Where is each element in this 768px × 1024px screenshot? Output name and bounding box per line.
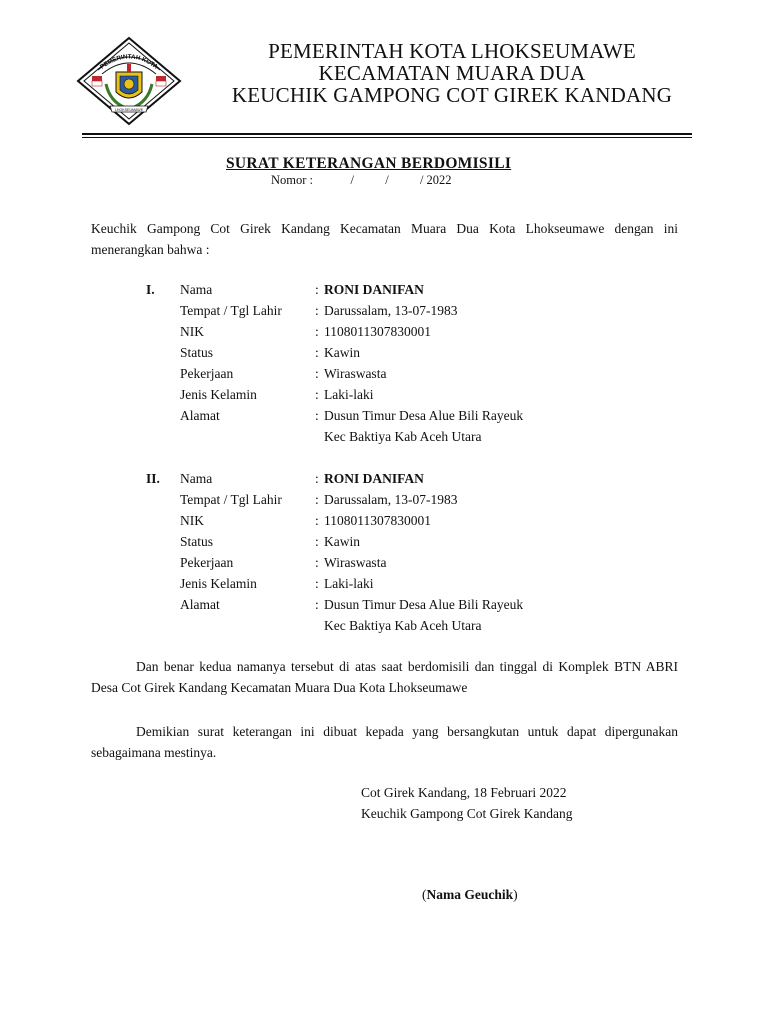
- intro-paragraph: Keuchik Gampong Cot Girek Kandang Kecamatan Muara Dua Kota Lhokseumawe dengan ini menerangkan bahwa :: [91, 221, 678, 257]
- colon: :: [315, 282, 319, 297]
- colon: :: [315, 513, 319, 528]
- colon: :: [315, 303, 319, 318]
- colon: :: [315, 408, 319, 423]
- signatory-name: [422, 887, 518, 903]
- colon: :: [315, 324, 319, 339]
- domicile-paragraph-text: Dan benar kedua namanya tersebut di atas saat berdomisili dan tinggal di Komplek BTN ABRI Desa Cot Girek Kandang Kecamatan Muara Dua Kota Lhokseumawe: [91, 659, 678, 695]
- domicile-paragraph: [91, 656, 678, 698]
- value-nama: RONI DANIFAN: [324, 282, 424, 297]
- value-pekerjaan: Wiraswasta: [324, 555, 387, 570]
- label-jenis-kelamin: Jenis Kelamin: [180, 576, 257, 591]
- logo-arc-text: PEMERINTAH KOTA: [98, 53, 160, 71]
- colon: :: [315, 597, 319, 612]
- colon: :: [315, 576, 319, 591]
- value-alamat-line-1: Dusun Timur Desa Alue Bili Rayeuk: [324, 408, 524, 423]
- letterhead: [192, 40, 712, 106]
- label-nama: Nama: [180, 471, 213, 486]
- label-ttl: Tempat / Tgl Lahir: [180, 303, 282, 318]
- signature-place-date: Cot Girek Kandang, 18 Februari 2022: [361, 785, 567, 800]
- value-nik: 1108011307830001: [324, 324, 431, 339]
- value-alamat-line-1: Dusun Timur Desa Alue Bili Rayeuk: [324, 597, 524, 612]
- letterhead-line-2: KECAMATAN MUARA DUA: [318, 61, 586, 85]
- label-alamat: Alamat: [180, 597, 220, 612]
- closing-paragraph: [91, 721, 678, 763]
- person-numeral: I.: [146, 282, 155, 297]
- colon: :: [315, 345, 319, 360]
- person-block-2: [146, 468, 686, 636]
- value-alamat-line-2: Kec Baktiya Kab Aceh Utara: [324, 618, 482, 633]
- letterhead-thick-rule: [82, 133, 692, 135]
- value-pekerjaan: Wiraswasta: [324, 366, 387, 381]
- label-nik: NIK: [180, 513, 204, 528]
- colon: :: [315, 471, 319, 486]
- value-ttl: Darussalam, 13-07-1983: [324, 492, 458, 507]
- label-nik: NIK: [180, 324, 204, 339]
- value-status: Kawin: [324, 345, 360, 360]
- value-jenis-kelamin: Laki-laki: [324, 576, 374, 591]
- colon: :: [315, 534, 319, 549]
- colon: :: [315, 366, 319, 381]
- value-status: Kawin: [324, 534, 360, 549]
- value-nik: 1108011307830001: [324, 513, 431, 528]
- value-ttl: Darussalam, 13-07-1983: [324, 303, 458, 318]
- colon: :: [315, 555, 319, 570]
- person-numeral: II.: [146, 471, 160, 486]
- logo-ribbon-text: LHOKSEUMAWE: [114, 107, 144, 112]
- label-pekerjaan: Pekerjaan: [180, 555, 234, 570]
- document-number: Nomor : / / / 2022: [271, 173, 452, 187]
- value-nama: RONI DANIFAN: [324, 471, 424, 486]
- label-alamat: Alamat: [180, 408, 220, 423]
- signatory-name-text: Nama Geuchik: [426, 887, 514, 902]
- label-status: Status: [180, 534, 214, 549]
- paren-open: (: [422, 887, 427, 902]
- letterhead-thin-rule: [82, 137, 692, 138]
- colon: :: [315, 492, 319, 507]
- letterhead-line-1: PEMERINTAH KOTA LHOKSEUMAWE: [268, 39, 636, 63]
- document-title: SURAT KETERANGAN BERDOMISILI: [226, 155, 512, 172]
- city-emblem-logo: [76, 36, 182, 126]
- label-nama: Nama: [180, 282, 213, 297]
- label-pekerjaan: Pekerjaan: [180, 366, 234, 381]
- label-ttl: Tempat / Tgl Lahir: [180, 492, 282, 507]
- letterhead-line-3: KEUCHIK GAMPONG COT GIREK KANDANG: [231, 83, 673, 107]
- person-block-1: [146, 279, 686, 447]
- label-jenis-kelamin: Jenis Kelamin: [180, 387, 257, 402]
- paren-close: ): [513, 887, 518, 902]
- value-alamat-line-2: Kec Baktiya Kab Aceh Utara: [324, 429, 482, 444]
- colon: :: [315, 387, 319, 402]
- label-status: Status: [180, 345, 214, 360]
- signature-office: Keuchik Gampong Cot Girek Kandang: [361, 806, 573, 821]
- value-jenis-kelamin: Laki-laki: [324, 387, 374, 402]
- closing-paragraph-text: Demikian surat keterangan ini dibuat kepada yang bersangkutan untuk dapat dipergunakan sebagaimana mestinya.: [91, 724, 678, 760]
